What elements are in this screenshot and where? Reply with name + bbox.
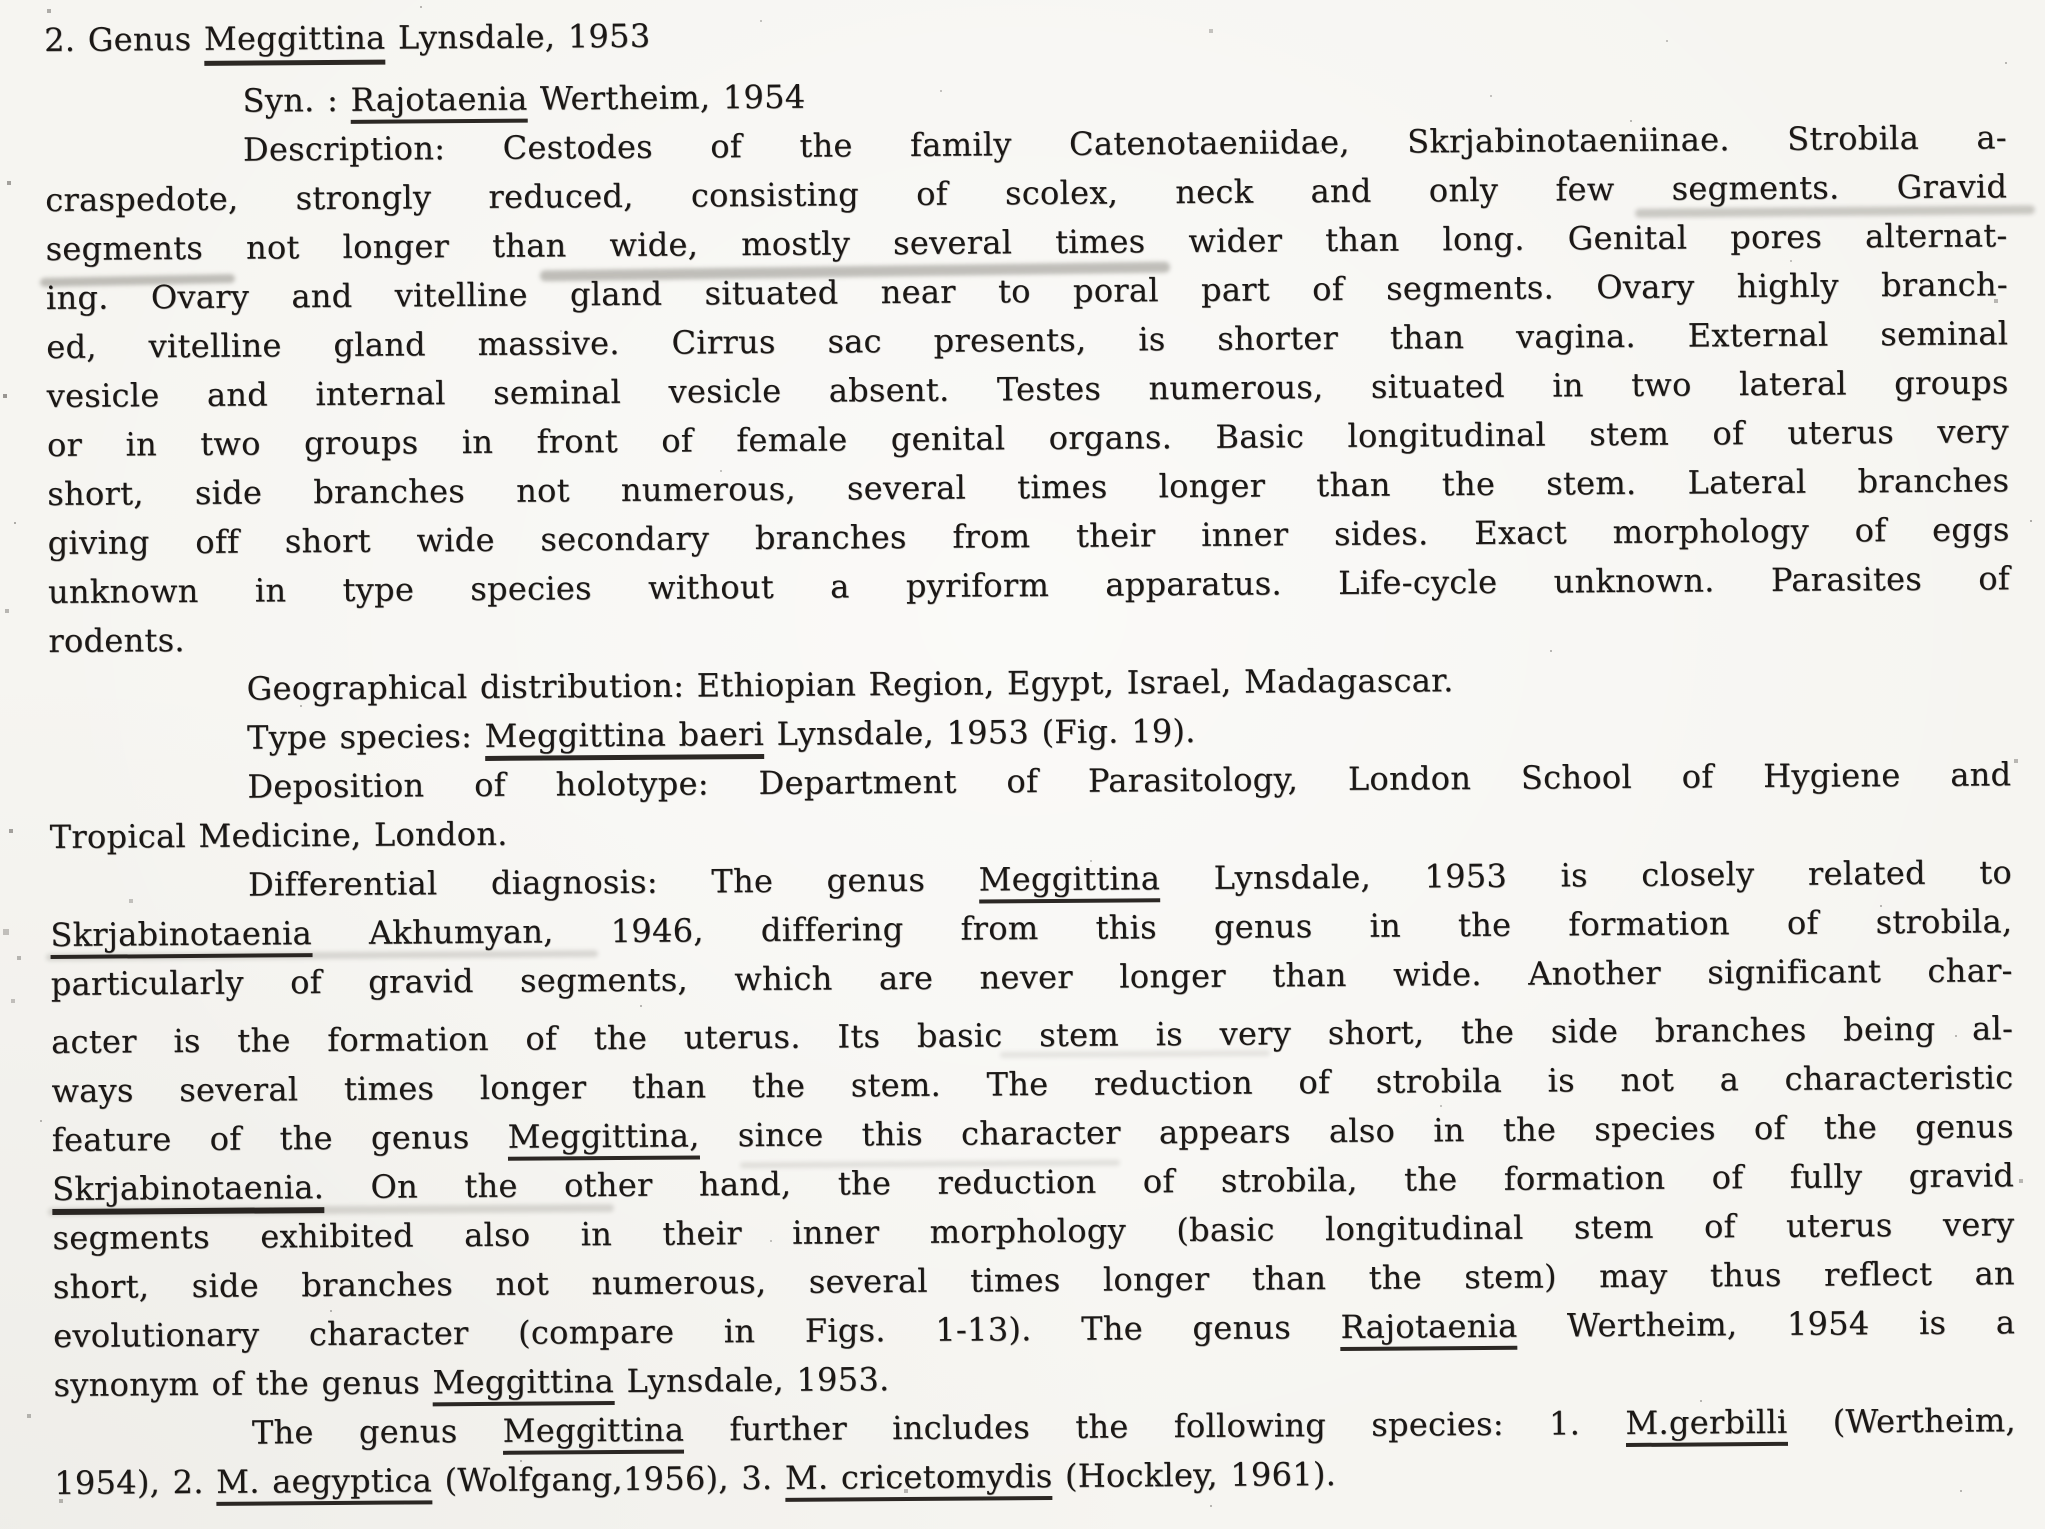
- text-segment: 2. Genus: [44, 19, 205, 59]
- text-segment: since this character appears also in the species of the genus: [699, 1107, 2014, 1155]
- document-lines: [44, 2, 2016, 1508]
- underlined-taxon-name: Rajotaenia: [350, 80, 527, 124]
- underlined-taxon-name: Meggittina: [432, 1362, 614, 1406]
- text-segment: Lynsdale, 1953: [385, 16, 651, 57]
- underlined-taxon-name: Meggittina baeri: [484, 715, 764, 761]
- text-segment: giving off short wide secondary branches from their inner sides. Exact morphology of eggs: [47, 510, 2010, 562]
- text-segment: evolutionary character (compare in Figs. 1-13). The genus: [53, 1307, 1341, 1355]
- text-segment: short, side branches not numerous, several times longer than the stem. Lateral branches: [47, 461, 2010, 513]
- text-segment: Akhumyan, 1946, differing from this genus in the formation of strobila,: [311, 902, 2013, 953]
- text-segment: segments exhibited also in their inner morphology (basic longitudinal stem of uterus very: [52, 1205, 2015, 1257]
- text-segment: 1954), 2.: [54, 1462, 217, 1502]
- text-segment: Tropical Medicine, London.: [49, 814, 508, 856]
- text-segment: Wertheim, 1954: [527, 77, 806, 118]
- text-segment: Wertheim, 1954 is a: [1517, 1303, 2016, 1345]
- text-segment: Deposition of holotype: Department of Parasitology, London School of Hygiene and: [247, 755, 2012, 806]
- text-segment: segments not longer than wide, mostly several times wider than long. Genital pores alternat-: [45, 216, 2008, 268]
- text-segment: Geographical distribution: Ethiopian Region, Egypt, Israel, Madagascar.: [246, 661, 1454, 708]
- text-segment: ing. Ovary and vitelline gland situated near to poral part of segments. Ovary highly branch-: [45, 265, 2009, 317]
- text-segment: short, side branches not numerous, several times longer than the stem) may thus reflect an: [52, 1254, 2015, 1306]
- text-segment: ed, vitelline gland massive. Cirrus sac presents, is shorter than vagina. External seminal: [46, 314, 2009, 366]
- text-segment: further includes the following species: 1.: [684, 1403, 1626, 1449]
- text-segment: particularly of gravid segments, which are never longer than wide. Another significant char-: [50, 951, 2013, 1003]
- underlined-taxon-name: Rajotaenia: [1340, 1307, 1517, 1351]
- underlined-taxon-name: Skrjabinotaenia: [50, 914, 312, 959]
- text-segment: vesicle and internal seminal vesicle absent. Testes numerous, situated in two lateral groups: [46, 363, 2009, 415]
- text-segment: Description: Cestodes of the family Catenotaeniidae, Skrjabinotaeniinae. Strobila a-: [242, 118, 2008, 169]
- text-segment: (Wertheim,: [1787, 1401, 2016, 1441]
- text-segment: feature of the genus: [51, 1117, 508, 1159]
- underlined-taxon-name: Meggittina: [503, 1411, 685, 1455]
- underlined-taxon-name: Meggittina: [204, 19, 386, 66]
- text-segment: unknown in type species without a pyriform apparatus. Life-cycle unknown. Parasites of: [47, 559, 2011, 611]
- text-segment: Lynsdale, 1953.: [613, 1360, 890, 1401]
- text-segment: (Wolfgang,1956), 3.: [431, 1458, 786, 1500]
- text-segment: ways several times longer than the stem. The reduction of strobila is not a characteristic: [51, 1058, 2014, 1110]
- text-segment: Lynsdale, 1953 (Fig. 19).: [763, 711, 1196, 753]
- underlined-taxon-name: Meggittina: [978, 859, 1160, 903]
- underlined-taxon-name: M. cricetomydis: [785, 1457, 1053, 1502]
- text-segment: Type species:: [246, 716, 485, 757]
- underlined-taxon-name: M.gerbilli: [1625, 1403, 1787, 1447]
- text-segment: Lynsdale, 1953 is closely related to: [1160, 853, 2013, 898]
- underlined-taxon-name: Meggittina,: [508, 1116, 700, 1160]
- scan-noise-speckles: [0, 0, 2, 2]
- text-segment: rodents.: [48, 621, 185, 660]
- text-segment: The genus: [251, 1411, 503, 1452]
- text-segment: Syn. :: [242, 80, 351, 120]
- text-segment: acter is the formation of the uterus. Its basic stem is very short, the side branches being al-: [51, 1009, 2014, 1061]
- text-segment: synonym of the genus: [53, 1363, 433, 1404]
- text-segment: Differential diagnosis: The genus: [247, 860, 979, 904]
- text-segment: (Hockley, 1961).: [1052, 1455, 1337, 1495]
- text-segment: craspedote, strongly reduced, consisting of scolex, neck and only few segments. Gravid: [45, 167, 2008, 219]
- document-text-block: [44, 2, 2016, 1508]
- text-segment: or in two groups in front of female genital organs. Basic longitudinal stem of uterus very: [46, 412, 2010, 464]
- text-line: [44, 2, 2006, 65]
- underlined-taxon-name: M. aegyptica: [216, 1461, 432, 1506]
- text-segment: On the other hand, the reduction of strobila, the formation of fully gravid: [324, 1156, 2015, 1207]
- underlined-taxon-name: Skrjabinotaenia.: [52, 1168, 324, 1215]
